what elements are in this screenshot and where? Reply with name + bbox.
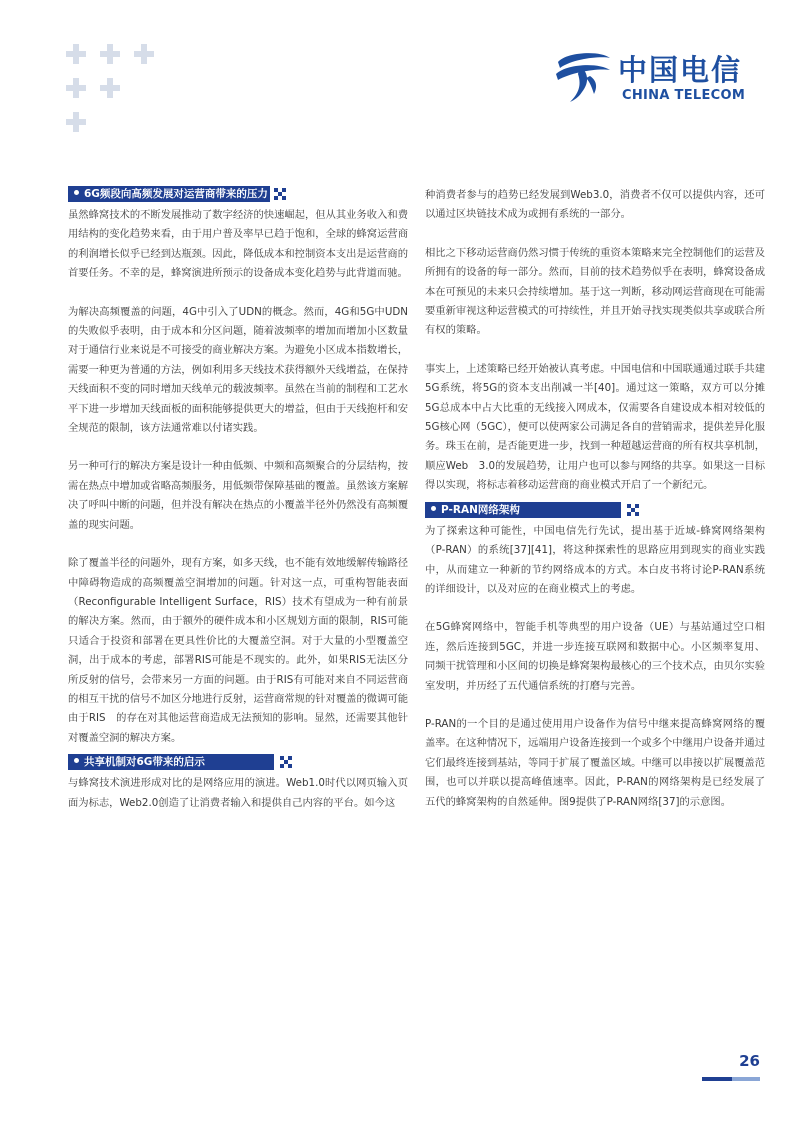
plus-icon [66,44,86,64]
section-header [68,186,408,202]
logo-chinese-name: 中国电信 [618,53,743,87]
section-heading-bar [68,754,274,770]
logo-english-name: CHINA TELECOM [622,88,746,103]
body-paragraph: 种消费者参与的趋势已经发展到Web3.0，消费者不仅可以提供内容，还可以通过区块链技术成为或拥有系统的一部分。 [425,189,765,221]
plus-icon [66,78,86,98]
plus-icon [66,112,86,132]
bullet-dot-icon [74,758,79,763]
page-number-rule [702,1077,760,1081]
checker-icon [627,504,639,516]
section-heading-bar [68,186,270,202]
plus-icon [100,44,120,64]
body-paragraph: 在5G蜂窝网络中，智能手机等典型的用户设备（UE）与基站通过空口相连，然后连接到5GC，并进一步连接互联网和数据中心。小区频率复用、同频干扰管理和小区间的切换是蜂窝架构最核心的三个技术点，由贝尔实验室发明，并历经了五代通信系统的打磨与完善。 [425,621,765,692]
bullet-dot-icon [431,506,436,511]
bullet-dot-icon [74,190,79,195]
checker-icon [274,188,286,200]
plus-icon [100,78,120,98]
body-paragraph: 为了探索这种可能性，中国电信先行先试，提出基于近域-蜂窝网络架构（P-RAN）的系统[37][41]，将这种探索性的思路应用到现实的商业实践中，从而建立一种新的节约网络成本的方式。本白皮书将讨论P-RAN系统的详细设计，以及对应的在商业模式上的考虑。 [425,524,765,595]
decorative-plus-grid [66,44,156,134]
section-header [425,502,765,518]
body-paragraph: 与蜂窝技术演进形成对比的是网络应用的演进。Web1.0时代以网页输入页面为标志，Web2.0创造了让消费者输入和提供自己内容的平台。如今这 [68,777,408,809]
section-header [68,754,408,770]
body-paragraph: P-RAN的一个目的是通过使用用户设备作为信号中继来提高蜂窝网络的覆盖率。在这种情况下，远端用户设备连接到一个或多个中继用户设备并通过它们最终连接到基站，等同于扩展了覆盖区域。中继可以串接以扩展覆盖范围，也可以并联以提高峰值速率。因此，P-RAN的网络架构是已经发展了五代的蜂窝架构的自然延伸。图9提供了P-RAN网络[37]的示意图。 [425,717,765,808]
body-paragraph: 相比之下移动运营商仍然习惯于传统的重资本策略来完全控制他们的运营及所拥有的设备的每一部分。然而，目前的技术趋势似乎在表明，蜂窝设备成本在可预见的未来只会持续增加。基于这一判断，移动网运营商现在可能需要重新审视这种运营模式的可持续性，并且开始寻找实现类似共享或联合所有权的策略。 [425,246,765,337]
body-paragraph: 除了覆盖半径的问题外，现有方案，如多天线，也不能有效地缓解传输路径中障碍物造成的高频覆盖空洞增加的问题。针对这一点，可重构智能表面（Reconfigurable Intelligent Surface，RIS）技术有望成为一种有前景的解决方案。然而，由于额外的硬件成本和小区规划方面的限制，RIS可能只适合于投资和部署在更具性价比的大覆盖空洞。对于大量的小型覆盖空洞，出于成本的考虑，部署RIS可能是不现实的。此外，如果RIS无法区分所反射的信号，会带来另一方面的问题。由于RIS有可能对来自不同运营商的相互干扰的信号不加区分地进行反射，运营商常规的针对覆盖的微调可能由于RIS 的存在对其他运营商造成无法预知的影响。显然，还需要其他针对覆盖空洞的解决方案。 [68,557,408,744]
body-paragraph: 事实上，上述策略已经开始被认真考虑。中国电信和中国联通通过联手共建5G系统，将5G的资本支出削减一半[40]。通过这一策略，双方可以分摊5G总成本中占大比重的无线接入网成本，仅需要各自建设成本相对较低的5G核心网（5GC），便可以使两家公司满足各自的营销需求，提供差异化服务。珠玉在前，是否能更进一步，找到一种超越运营商的所有权共享机制，顺应Web 3.0的发展趋势，让用户也可以参与网络的共享。如果这一目标得以实现，将标志着移动运营商的商业模式开启了一个新纪元。 [425,362,766,492]
plus-icon [134,44,154,64]
left-column [68,186,408,813]
checker-icon [280,756,292,768]
china-telecom-logo [552,44,762,108]
section-heading-bar [425,502,621,518]
section-heading: 6G频段向高频发展对运营商带来的压力 [84,188,268,200]
section-heading: 共享机制对6G带来的启示 [84,756,205,769]
china-telecom-emblem-icon [552,48,614,104]
page-number: 26 [739,1052,760,1070]
body-paragraph: 另一种可行的解决方案是设计一种由低频、中频和高频聚合的分层结构，按需在热点中增加或省略高频服务，用低频带保障基础的覆盖。虽然该方案解决了呼叫中断的问题，但并没有解决在热点的小覆盖半径外仍然没有高频覆盖的现实问题。 [68,460,408,531]
section-heading: P-RAN网络架构 [441,503,520,516]
right-column [425,186,765,812]
body-paragraph: 为解决高频覆盖的问题，4G中引入了UDN的概念。然而，4G和5G中UDN的失败似乎表明，由于成本和分区问题，随着波频率的增加而增加小区数量对于通信行业来说是不可接受的商业解决方案。为避免小区成本指数增长，需要一种更为普通的方法，例如利用多天线技术获得额外天线增益，在保持天线面积不变的同时增加天线单元的载波频率。虽然在当前的制程和工艺水平下进一步增加天线面板的面积能够提供更大的增益，但由于天线抱杆和安全规范的限制，该方法通常难以付诸实践。 [68,305,408,435]
body-paragraph: 虽然蜂窝技术的不断发展推动了数字经济的快速崛起，但从其业务收入和费用结构的变化趋势来看，由于用户普及率早已趋于饱和，全球的蜂窝运营商的利润增长似乎已经到达瓶颈。因此，降低成本和控制资本支出是运营商的首要任务。不幸的是，蜂窝演进所预示的设备成本变化趋势与此背道而驰。 [68,209,408,280]
